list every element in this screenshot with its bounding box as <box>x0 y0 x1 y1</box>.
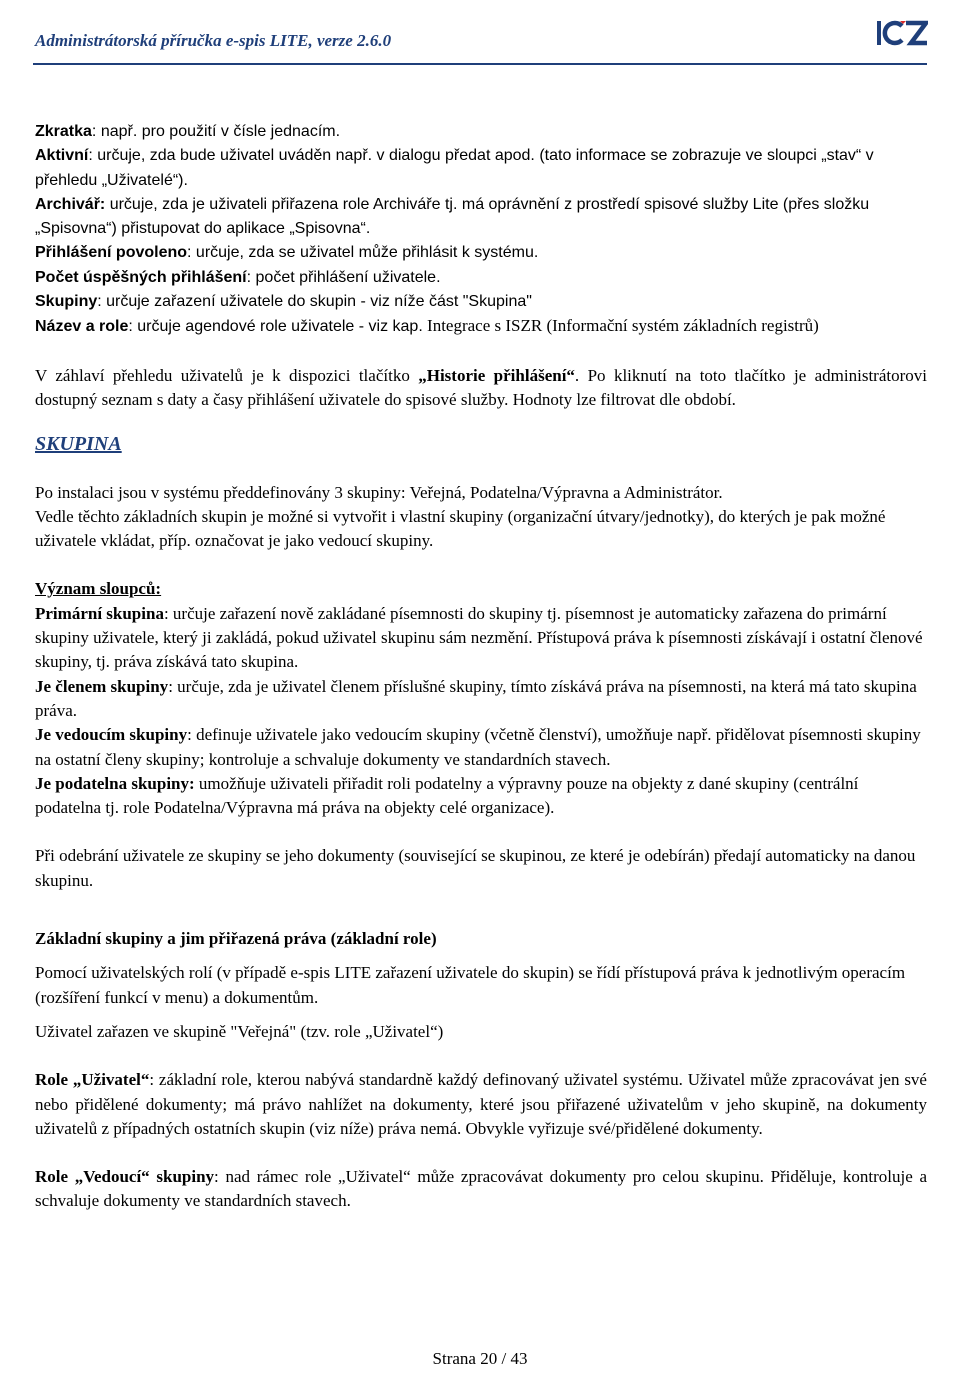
header-rule <box>33 63 927 65</box>
section-title-skupina: SKUPINA <box>35 433 122 456</box>
removal-paragraph: Při odebrání uživatele ze skupiny se jeho dokumenty (související se skupinou, ze které je odebírán) předají automaticky na danou skupinu. <box>35 846 916 890</box>
roles-paragraph: Pomocí uživatelských rolí (v případě e-spis LITE zařazení uživatele do skupin) se řídí přístupová práva k jednotlivým operacím (rozšíření funkcí v menu) a dokumentům. <box>35 963 906 1007</box>
meaning-item-podatelna: Je podatelna skupiny: umožňuje uživateli přiřadit roli podatelny a výpravny pouze na objekty z dané skupiny (centrální podatelna tj. role Podatelna/Výpravna má práva na objekty celé organizace). <box>35 773 859 818</box>
page-number: Strana 20 / 43 <box>432 1349 528 1368</box>
definition-aktivni: Aktivní: určuje, zda bude uživatel uváděn např. v dialogu předat apod. (tato informace se zobrazuje ve sloupci „stav“ v přehledu „Uživatelé“). <box>35 147 874 189</box>
basic-groups-heading: Základní skupiny a jim přiřazená práva (základní role) <box>35 929 437 949</box>
page-content <box>35 120 927 1214</box>
history-button-label: „Historie přihlášení“ <box>418 365 575 385</box>
role-lead-paragraph: Role „Vedoucí“ skupiny: nad rámec role „Uživatel“ může zpracovávat dokumenty pro celou skupinu. Přiděluje, kontroluje a schvaluje dokumenty ve standardních stavech. <box>35 1167 927 1211</box>
meaning-item-vedouci: Je vedoucím skupiny: definuje uživatele jako vedoucím skupiny (včetně členství), umožňuje např. přidělovat písemnosti skupiny na ostatní členy skupiny; kontroluje a schvaluje dokumenty ve standardních stavech. <box>35 725 921 769</box>
definition-prihlaseni-povoleno: Přihlášení povoleno: určuje, zda se uživatel může přihlásit k systému. <box>35 244 539 262</box>
definition-skupiny: Skupiny: určuje zařazení uživatele do skupin - viz níže část "Skupina" <box>35 293 532 311</box>
icz-logo <box>876 18 928 53</box>
intro-paragraph-1: Po instalaci jsou v systému předdefinovány 3 skupiny: Veřejná, Podatelna/Výpravna a Administrátor. <box>35 482 723 502</box>
header-title: Administrátorská příručka e-spis LITE, verze 2.6.0 <box>35 31 392 50</box>
intro-paragraph-2: Vedle těchto základních skupin je možné si vytvořit i vlastní skupiny (organizační útvary/jednotky), do kterých je pak možné uživatele vkládat, příp. označovat je jako vedoucí skupiny. <box>35 506 886 551</box>
definition-archivar: Archivář: určuje, zda je uživateli přiřazena role Archiváře tj. má oprávnění z prostředí spisové služby Lite (přes složku „Spisovna“) přistupovat do aplikace „Spisovna“. <box>35 195 870 238</box>
column-definitions <box>35 120 927 340</box>
meaning-item-clen: Je členem skupiny: určuje, zda je uživatel členem příslušné skupiny, tímto získává práva na písemnosti, na která má tato skupina práva. <box>35 676 917 720</box>
meaning-heading: Význam sloupců: <box>35 579 162 599</box>
public-group-paragraph: Uživatel zařazen ve skupině "Veřejná" (tzv. role „Uživatel“) <box>35 1021 444 1041</box>
definition-nazev-a-role: Název a role: určuje agendové role uživatele - viz kap. Integrace s ISZR (Informační systém základních registrů) <box>35 316 819 336</box>
history-paragraph: V záhlaví přehledu uživatelů je k dispozici tlačítko „Historie přihlášení“. Po kliknutí na toto tlačítko je administrátorovi dostupný seznam s daty a časy přihlášení uživatele do spisové služby. Hodnoty lze filtrovat dle období. <box>35 365 927 409</box>
role-user-paragraph: Role „Uživatel“: základní role, kterou nabývá standardně každý definovaný uživatel systému. Uživatel může zpracovávat jen své nebo přidělené dokumenty; má právo nahlížet na dokumenty, které jsou přiřazené uživatelům v jeho skupině, na dokumenty uživatelů z případných ostatních skupin (viz níže) práva nemá. Obvykle vyřizuje své/přidělené dokumenty. <box>35 1070 927 1138</box>
definition-zkratka: Zkratka: např. pro použití v čísle jednacím. <box>35 123 341 140</box>
definition-pocet-prihlaseni: Počet úspěšných přihlášení: počet přihlášení uživatele. <box>35 268 441 286</box>
meaning-item-primarni: Primární skupina: určuje zařazení nově zakládané písemnosti do skupiny tj. písemnost je automaticky zařazena do primární skupiny uživatele, který ji zakládá, pokud uživatel skupinu sám nezmění. Přístupová práva k písemnosti získávají i ostatní členové skupiny, tj. práva získává tato skupina. <box>35 603 923 672</box>
